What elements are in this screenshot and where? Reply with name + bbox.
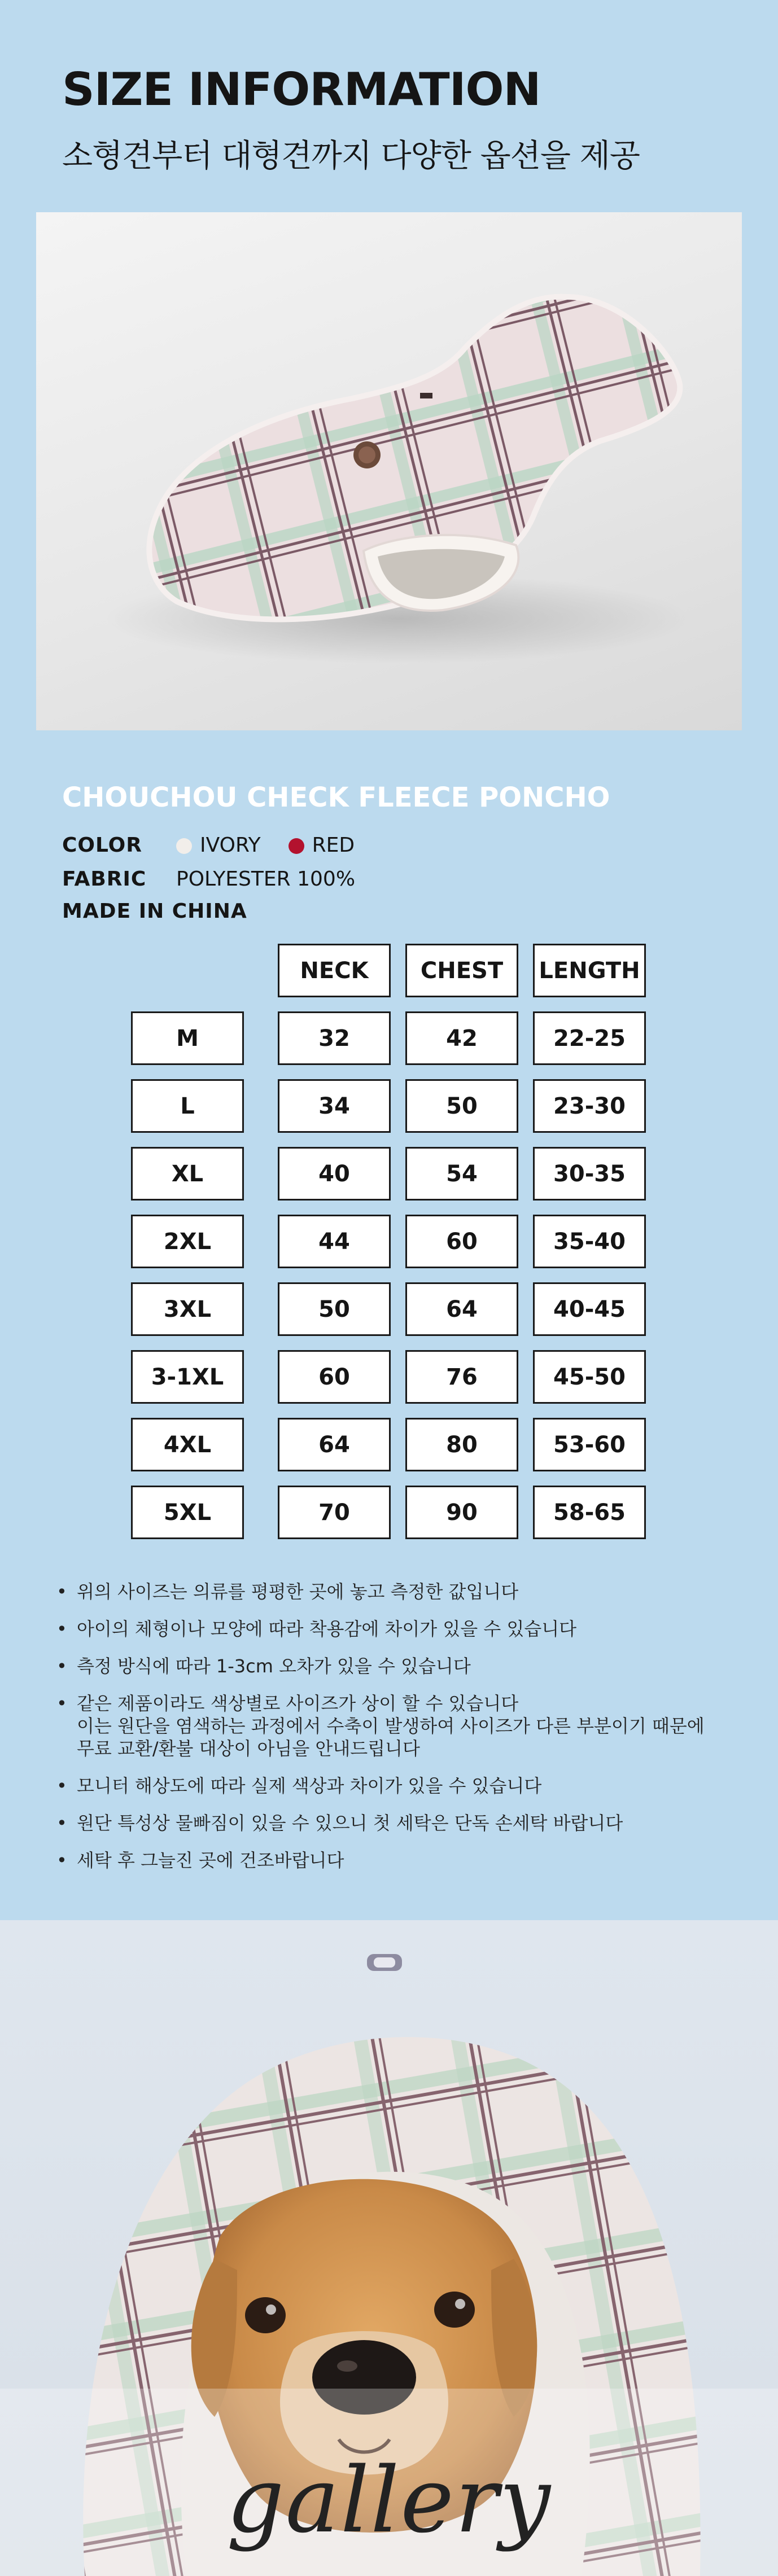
size-value-cell: 70 xyxy=(278,1486,391,1539)
size-value-cell: 60 xyxy=(405,1215,518,1268)
color-options xyxy=(176,834,355,857)
ivory-swatch xyxy=(176,838,192,854)
size-value-cell: 34 xyxy=(278,1079,391,1133)
size-label-cell: 2XL xyxy=(131,1215,244,1268)
size-value-cell: 44 xyxy=(278,1215,391,1268)
size-label-cell: XL xyxy=(131,1147,244,1201)
size-value-cell: 50 xyxy=(405,1079,518,1133)
header-chest: CHEST xyxy=(405,944,518,997)
size-label-cell: 3-1XL xyxy=(131,1350,244,1404)
color-label: COLOR xyxy=(62,834,143,857)
fabric-value: POLYESTER 100% xyxy=(176,868,356,891)
size-value-cell: 54 xyxy=(405,1147,518,1201)
size-value-cell: 76 xyxy=(405,1350,518,1404)
gallery-photo xyxy=(0,1920,778,2576)
note-item: • 아이의 체형이나 모양에 따라 착용감에 차이가 있을 수 있습니다 xyxy=(53,1618,731,1640)
size-value-cell: 23-30 xyxy=(533,1079,646,1133)
size-label-cell: 5XL xyxy=(131,1486,244,1539)
size-value-cell: 40-45 xyxy=(533,1282,646,1336)
size-value-cell: 40 xyxy=(278,1147,391,1201)
size-value-cell: 35-40 xyxy=(533,1215,646,1268)
size-value-cell: 30-35 xyxy=(533,1147,646,1201)
size-value-cell: 53-60 xyxy=(533,1418,646,1471)
size-value-cell: 45-50 xyxy=(533,1350,646,1404)
size-value-cell: 50 xyxy=(278,1282,391,1336)
note-item: • 같은 제품이라도 색상별로 사이즈가 상이 할 수 있습니다 이는 원단을 염색하는 과정에서 수축이 발생하여 사이즈가 다른 부분이기 때문에 무료 교환/환불 대상이 아님을 안내드립니다 xyxy=(53,1692,731,1760)
origin-label: MADE IN CHINA xyxy=(62,900,247,923)
size-value-cell: 90 xyxy=(405,1486,518,1539)
size-value-cell: 32 xyxy=(278,1011,391,1065)
size-label-cell: 4XL xyxy=(131,1418,244,1471)
page-title: SIZE INFORMATION xyxy=(62,63,541,116)
size-label-cell: L xyxy=(131,1079,244,1133)
size-label-cell: 3XL xyxy=(131,1282,244,1336)
size-value-cell: 64 xyxy=(405,1282,518,1336)
size-notes xyxy=(53,1580,731,1886)
size-value-cell: 22-25 xyxy=(533,1011,646,1065)
header-neck: NECK xyxy=(278,944,391,997)
size-value-cell: 42 xyxy=(405,1011,518,1065)
color-red: RED xyxy=(312,834,355,857)
note-item: • 모니터 해상도에 따라 실제 색상과 차이가 있을 수 있습니다 xyxy=(53,1775,731,1797)
note-item: • 위의 사이즈는 의류를 평평한 곳에 놓고 측정한 값입니다 xyxy=(53,1580,731,1603)
header-length: LENGTH xyxy=(533,944,646,997)
size-value-cell: 64 xyxy=(278,1418,391,1471)
size-value-cell: 58-65 xyxy=(533,1486,646,1539)
fabric-label: FABRIC xyxy=(62,868,147,891)
poncho-illustration xyxy=(36,212,742,730)
red-swatch xyxy=(289,838,304,854)
gallery-label: gallery xyxy=(226,2447,552,2553)
product-photo xyxy=(36,212,742,730)
product-name: CHOUCHOU CHECK FLEECE PONCHO xyxy=(62,782,610,813)
note-item: • 세탁 후 그늘진 곳에 건조바랍니다 xyxy=(53,1849,731,1872)
note-item: • 원단 특성상 물빠짐이 있을 수 있으니 첫 세탁은 단독 손세탁 바랍니다 xyxy=(53,1812,731,1834)
size-value-cell: 60 xyxy=(278,1350,391,1404)
size-value-cell: 80 xyxy=(405,1418,518,1471)
note-item: • 측정 방식에 따라 1-3cm 오차가 있을 수 있습니다 xyxy=(53,1655,731,1677)
size-label-cell: M xyxy=(131,1011,244,1065)
page-subtitle: 소형견부터 대형견까지 다양한 옵션을 제공 xyxy=(62,138,640,174)
color-ivory: IVORY xyxy=(200,834,261,857)
